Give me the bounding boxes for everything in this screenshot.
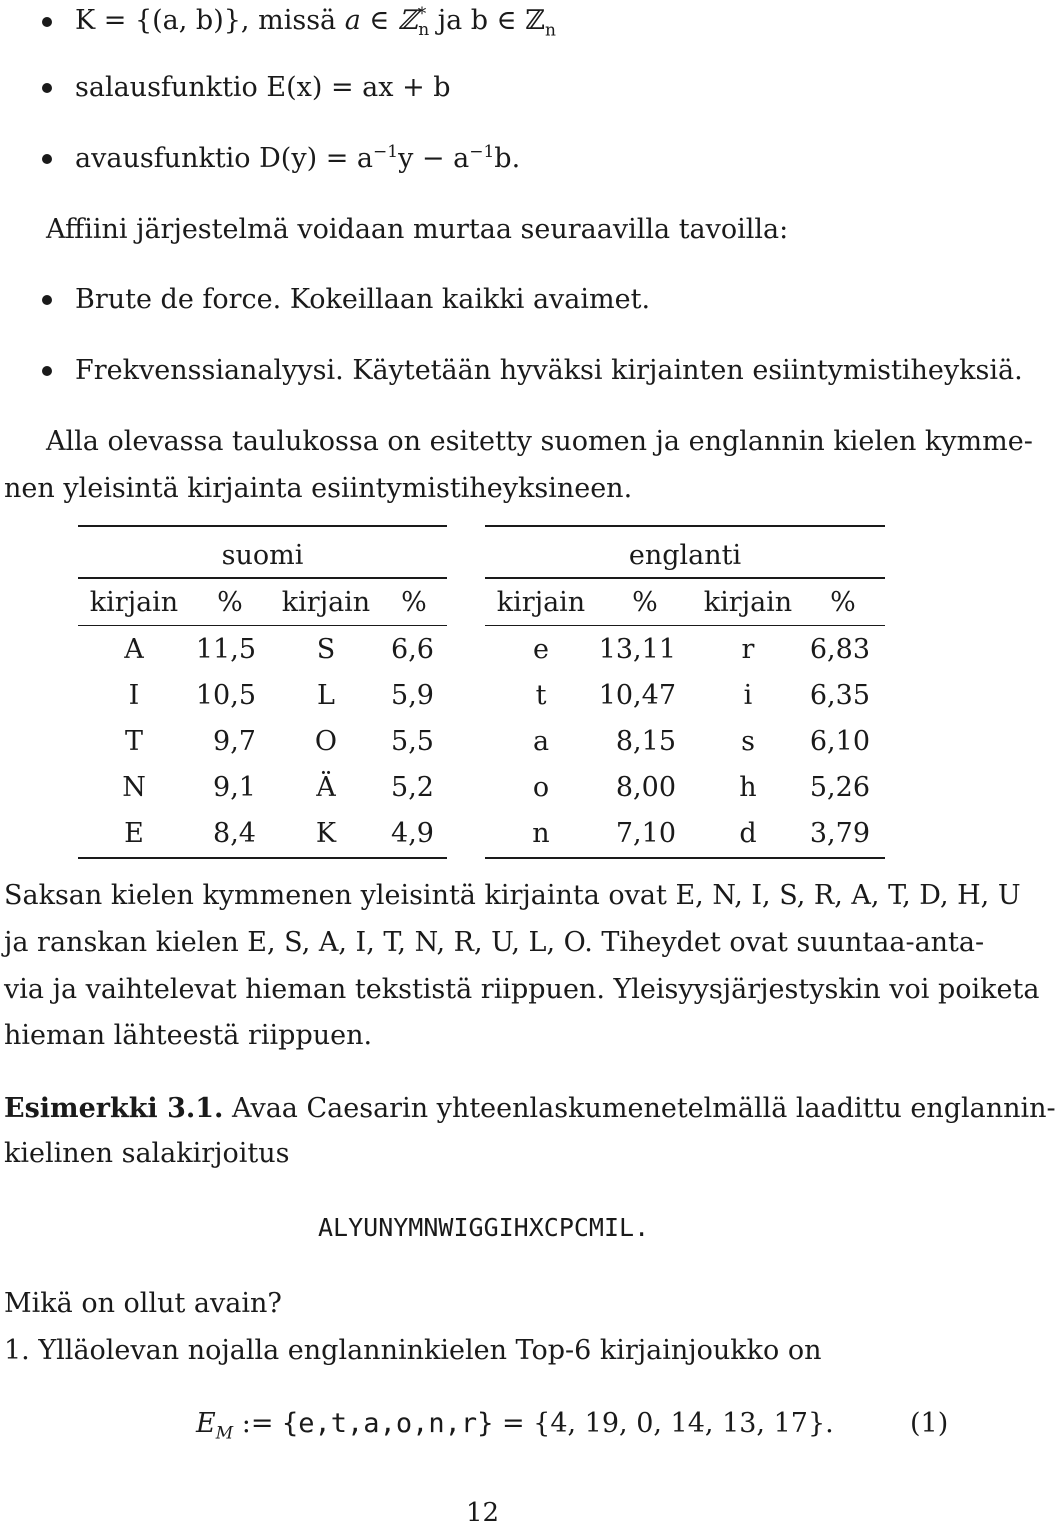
example-heading: Esimerkki 3.1. Avaa Caesarin yhteenlaskumenetelmällä laadittu englannin- [4,1093,1056,1124]
table-cell: h [739,772,757,803]
table-column-header: % [632,587,658,618]
table-cell: 8,00 [615,772,676,803]
table-column-header: kirjain [281,587,371,618]
paragraph-other-languages: ja ranskan kielen E, S, A, I, T, N, R, U, L, O. Tiheydet ovat suuntaa-anta- [4,927,985,958]
paragraph-table-intro: nen yleisintä kirjainta esiintymistiheyksineen. [4,473,633,504]
example-step-1: 1. Ylläolevan nojalla englanninkielen Top-6 kirjainjoukko on [4,1335,822,1366]
attack-brute-force: Brute de force. Kokeillaan kaikki avaimet. [75,284,651,315]
table-column-header: % [830,587,856,618]
table-column-header: kirjain [703,587,793,618]
paragraph-other-languages: hieman lähteestä riippuen. [4,1020,373,1051]
table-cell: e [533,634,549,665]
table-cell: O [314,726,338,757]
bullet-encryption: salausfunktio E(x) = ax + b [75,72,451,103]
table-column-header: kirjain [89,587,179,618]
bullet-icon [42,17,52,27]
table-cell: 6,35 [809,680,870,711]
table-bottom-rule [78,857,447,859]
table-mid-rule [78,577,447,579]
table-cell: n [532,818,550,849]
table-cell: A [124,634,144,665]
table-top-rule [78,525,447,527]
table-cell: 5,2 [391,772,434,803]
table-cell: 9,1 [213,772,256,803]
bullet-icon [42,154,52,164]
table-cell: N [122,772,146,803]
table-cell: E [124,818,144,849]
table-cell: S [316,634,336,665]
equation-number: (1) [910,1408,949,1439]
example-question: Mikä on ollut avain? [4,1288,282,1319]
equation-top6: $E_M$ := {e,t,a,o,n,r} = {4, 19, 0, 14, 13, 17}. [196,1408,834,1444]
table-cell: 10,47 [598,680,676,711]
table-cell: T [124,726,143,757]
table-cell: 5,5 [391,726,434,757]
table-cell: 10,5 [195,680,256,711]
bullet-key-space: K = {(a, b)}, missä a ∈ ℤ*$_n$ ja b ∈ ℤ$_n$ [75,4,556,41]
table-cell: 6,83 [809,634,870,665]
table-header-rule [78,625,447,626]
attack-frequency-analysis: Frekvenssianalyysi. Käytetään hyväksi kirjainten esiintymistiheyksiä. [75,355,1023,386]
bullet-icon [42,83,52,93]
table-mid-rule [485,577,885,579]
table-cell: 8,4 [213,818,256,849]
table-column-header: % [401,587,427,618]
table-cell: 11,5 [195,634,256,665]
table-header-rule [485,625,885,626]
paragraph-other-languages: Saksan kielen kymmenen yleisintä kirjainta ovat E, N, I, S, R, A, T, D, H, U [4,880,1021,911]
table-cell: 9,7 [213,726,256,757]
table-cell: 13,11 [598,634,676,665]
table-cell: 6,10 [809,726,870,757]
bullet-icon [42,295,52,305]
table-cell: 5,9 [391,680,434,711]
table-group-header: englanti [628,540,742,571]
example-label: Esimerkki 3.1. [4,1093,224,1124]
table-top-rule [485,525,885,527]
table-cell: d [739,818,757,849]
table-column-header: kirjain [496,587,586,618]
page-number: 12 [466,1498,500,1528]
table-cell: K [315,818,337,849]
paragraph-attacks-intro: Affiini järjestelmä voidaan murtaa seuraavilla tavoilla: [46,214,789,245]
table-cell: 5,26 [809,772,870,803]
table-bottom-rule [485,857,885,859]
example-text: kielinen salakirjoitus [4,1138,290,1169]
paragraph-table-intro: Alla olevassa taulukossa on esitetty suomen ja englannin kielen kymme- [46,426,1033,457]
table-cell: I [128,680,140,711]
table-cell: a [532,726,550,757]
table-cell: i [743,680,753,711]
table-cell: L [317,680,335,711]
table-column-header: % [217,587,243,618]
paragraph-other-languages: via ja vaihtelevat hieman tekstistä riippuen. Yleisyysjärjestyskin voi poiketa [4,974,1040,1005]
bullet-decryption: avausfunktio $D(y) = a^{-1}y - a^{-1}b$. [75,142,521,174]
table-cell: t [535,680,547,711]
table-cell: 7,10 [615,818,676,849]
table-cell: 8,15 [615,726,676,757]
table-cell: 4,9 [391,818,434,849]
table-cell: s [741,726,755,757]
table-group-header: suomi [221,540,304,571]
table-cell: o [532,772,550,803]
table-cell: 3,79 [809,818,870,849]
table-cell: r [741,634,755,665]
ciphertext: ALYUNYMNWIGGIHXCPCMIL. [318,1213,650,1242]
bullet-icon [42,366,52,376]
table-cell: Ä [316,772,336,803]
table-cell: 6,6 [391,634,434,665]
